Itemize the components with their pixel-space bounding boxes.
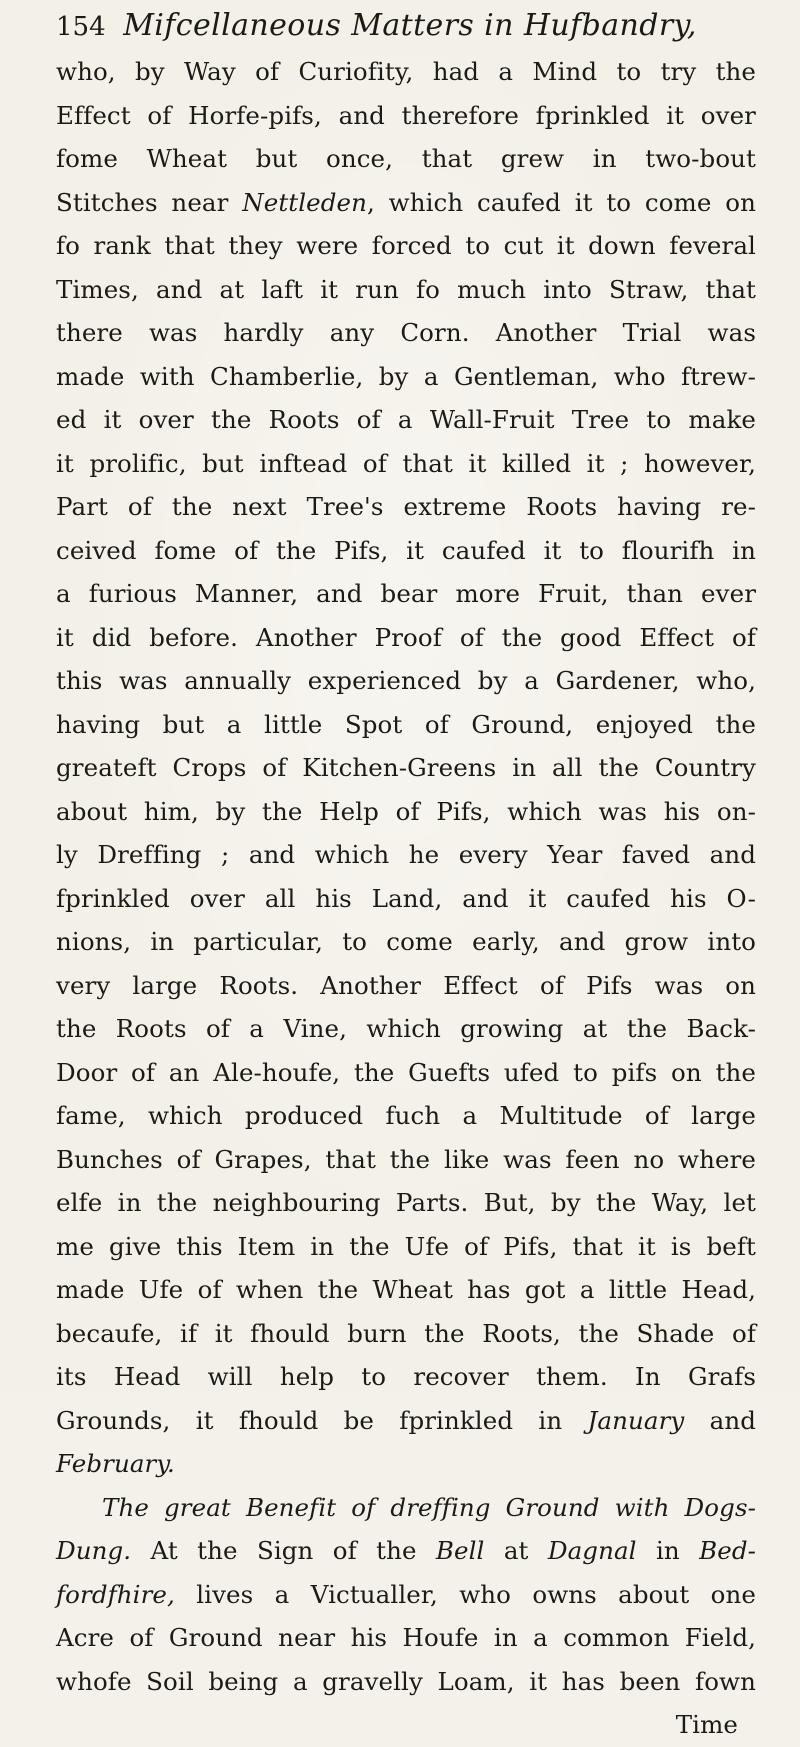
- body-text: [56, 50, 756, 1747]
- text-line: [56, 1442, 756, 1486]
- text-run: whofe Soil being a gravelly Loam, it has been fown: [56, 1666, 756, 1696]
- text-run: Door of an Ale-houfe, the Guefts ufed to pifs on the: [56, 1057, 756, 1087]
- text-line: [56, 833, 756, 877]
- italic-text-run: The great Benefit of dreffing Ground with Dogs-: [102, 1492, 756, 1522]
- text-line: [56, 1660, 756, 1704]
- text-run: At the Sign of the: [131, 1536, 436, 1565]
- text-run: Time: [675, 1710, 738, 1739]
- text-line: [56, 877, 756, 921]
- text-run: ed it over the Roots of a Wall-Fruit Tree to make: [56, 405, 756, 434]
- text-run: there was hardly any Corn. Another Trial was: [56, 318, 756, 347]
- text-line: [56, 1051, 756, 1095]
- text-run: made Ufe of when the Wheat has got a little Head,: [56, 1275, 756, 1304]
- text-line: [56, 1616, 756, 1660]
- text-line: [56, 1225, 756, 1269]
- text-run: Grounds, it fhould be fprinkled in: [56, 1405, 588, 1435]
- text-line: [56, 1268, 756, 1312]
- text-line: [56, 94, 756, 138]
- text-line: [56, 659, 756, 703]
- page-number: 154: [56, 12, 106, 42]
- text-run: a furious Manner, and bear more Fruit, than ever: [56, 579, 756, 608]
- text-line: [56, 920, 756, 964]
- text-run: about him, by the Help of Pifs, which was his on-: [56, 796, 756, 826]
- text-run: nions, in particular, to come early, and grow into: [56, 927, 756, 956]
- text-run: ly Dreffing ; and which he every Year faved and: [56, 840, 756, 869]
- text-run: it prolific, but inftead of that it killed it ; however,: [56, 448, 756, 478]
- text-run: having but a little Spot of Ground, enjoyed the: [56, 709, 756, 739]
- text-line: [56, 50, 756, 94]
- text-line: [56, 1094, 756, 1138]
- italic-text-run: January: [587, 1405, 685, 1435]
- text-run: me give this Item in the Ufe of Pifs, that it is beft: [56, 1231, 756, 1261]
- text-run: at: [484, 1536, 548, 1565]
- text-line: [56, 1703, 756, 1747]
- text-run: Part of the next Tree's extreme Roots having re-: [56, 492, 756, 521]
- text-run: elfe in the neighbouring Parts. But, by the Way, let: [56, 1188, 756, 1217]
- text-run: Effect of Horfe-pifs, and therefore fprinkled it over: [56, 100, 756, 130]
- running-title: Mifcellaneous Matters in Hufbandry,: [123, 8, 697, 43]
- text-line: [56, 442, 756, 486]
- text-run: in: [636, 1536, 700, 1565]
- text-line: [56, 1399, 756, 1443]
- text-run: fome Wheat but once, that grew in two-bout: [56, 144, 756, 173]
- italic-text-run: Dung.: [56, 1536, 132, 1565]
- text-line: [56, 355, 756, 399]
- text-run: fprinkled over all his Land, and it caufed his O-: [56, 883, 756, 913]
- text-run: ceived fome of the Pifs, it caufed it to flourifh in: [56, 535, 756, 565]
- text-line: [56, 1486, 756, 1530]
- text-run: greateft Crops of Kitchen-Greens in all the Country: [56, 753, 756, 782]
- italic-text-run: fordfhire,: [56, 1579, 175, 1609]
- text-run: fo rank that they were forced to cut it down feveral: [56, 231, 756, 260]
- text-run: made with Chamberlie, by a Gentleman, who ftrew-: [56, 361, 756, 391]
- italic-text-run: Nettleden: [242, 187, 368, 217]
- text-run: lives a Victualler, who owns about one: [174, 1579, 756, 1609]
- text-line: [56, 1138, 756, 1182]
- text-run: Acre of Ground near his Houfe in a common Field,: [56, 1623, 756, 1652]
- text-run: , which caufed it to come on: [367, 187, 756, 217]
- text-line: [56, 398, 756, 442]
- text-run: and: [684, 1405, 756, 1435]
- text-line: [56, 311, 756, 355]
- italic-text-run: Bed-: [699, 1536, 756, 1565]
- italic-text-run: Dagnal: [547, 1536, 637, 1565]
- text-line: [56, 616, 756, 660]
- text-line: [56, 485, 756, 529]
- text-line: [56, 224, 756, 268]
- text-line: [56, 964, 756, 1008]
- text-run: becaufe, if it fhould burn the Roots, the Shade of: [56, 1318, 756, 1348]
- text-line: [56, 181, 756, 225]
- text-line: [56, 137, 756, 181]
- text-run: fame, which produced fuch a Multitude of large: [56, 1101, 756, 1130]
- text-line: [56, 1181, 756, 1225]
- text-line: [56, 268, 756, 312]
- text-run: who, by Way of Curiofity, had a Mind to try the: [56, 57, 756, 86]
- text-run: it did before. Another Proof of the good Effect of: [56, 622, 756, 652]
- text-line: [56, 790, 756, 834]
- text-run: Bunches of Grapes, that the like was feen no where: [56, 1144, 756, 1174]
- text-run: Times, and at laft it run fo much into Straw, that: [56, 274, 756, 304]
- text-line: [56, 572, 756, 616]
- text-line: [56, 529, 756, 573]
- text-line: [56, 1573, 756, 1617]
- italic-text-run: Bell: [435, 1536, 485, 1565]
- text-line: [56, 1312, 756, 1356]
- italic-text-run: February.: [56, 1449, 175, 1478]
- text-line: [56, 703, 756, 747]
- text-line: [56, 1007, 756, 1051]
- text-run: its Head will help to recover them. In Grafs: [56, 1362, 756, 1391]
- text-line: [56, 746, 756, 790]
- text-run: Stitches near: [56, 187, 243, 217]
- text-line: [56, 1529, 756, 1573]
- text-run: this was annually experienced by a Gardener, who,: [56, 666, 756, 695]
- text-run: very large Roots. Another Effect of Pifs was on: [56, 970, 756, 1000]
- text-run: the Roots of a Vine, which growing at the Back-: [56, 1014, 756, 1043]
